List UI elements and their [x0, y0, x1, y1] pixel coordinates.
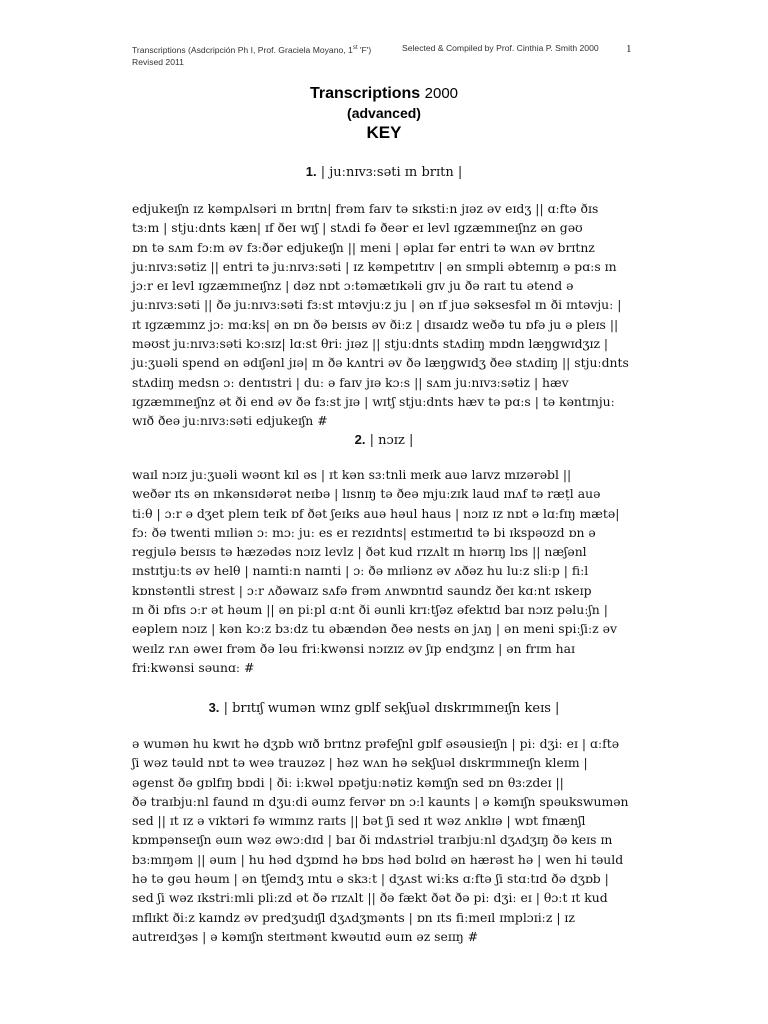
text-line: stʌdiɪŋ medsn ɔː dentɪstri | duː ə faɪv jɪə kɔːs || sʌm juːnɪvɜːsətiz | hæv: [132, 374, 569, 390]
title-year: 2000: [424, 85, 459, 102]
text-line: ʃi wəz təuld nɒt tə weə trauzəz | həz wʌn hə sekʃuəl dɪskrɪmɪneɪʃn kleɪm |: [132, 755, 588, 771]
text-line: sed ʃi wəz ɪkstriːmli pliːzd ət ðə rɪzʌlt || ðə fækt ðət ðə piː dʒiː eɪ | θɔːt ɪt kud: [132, 890, 608, 906]
section-number: 2.: [354, 432, 366, 447]
section-heading: [0, 700, 768, 716]
text-line: kɒnstəntli strest | ɔːr ʌðəwaɪz sʌfə frəm ʌnwɒntɪd saundz ðeɪ kɑːnt ɪskeɪp: [132, 582, 592, 598]
section-heading-text: | brɪtɪʃ wumən wɪnz gɒlf sekʃuəl dɪskrɪmɪneɪʃn keɪs |: [223, 701, 560, 716]
page-header: [132, 42, 644, 68]
title-subtitle: (advanced): [347, 105, 421, 121]
section-heading-text: | juːnɪvɜːsəti ɪn brɪtn |: [320, 165, 463, 180]
text-line: sed || ɪt ɪz ə vɪktəri fə wɪmɪnz raɪts || bət ʃi sed ɪt wəz ʌnklɪə | wɒt fɪnænʃl: [132, 813, 586, 829]
text-line: tɜːm | stjuːdnts kæn| ɪf ðeɪ wɪʃ | stʌdi fə ðeər eɪ levl ɪgzæmɪneɪʃnz ən gəʊ: [132, 220, 583, 236]
section-number: 1.: [305, 164, 317, 179]
text-line: fɔː ðə twenti mɪliən ɔː mɔː juː es eɪ rezɪdnts| estɪmeɪtɪd tə bi ɪkspəʊzd ɒn ə: [132, 524, 596, 540]
header-compiler: Selected & Compiled by Prof. Cinthia P. Smith 2000: [402, 43, 599, 53]
text-line: weɪlz rʌn əweɪ frəm ðə ləu friːkwənsi nɔɪzɪz əv ʃɪp endʒɪnz | ən frɪm haɪ: [132, 640, 575, 656]
text-line: juːnɪvɜːsətiz || entri tə juːnɪvɜːsəti | ɪz kəmpetɪtɪv | ən sɪmpli əbteɪnɪŋ ə pɑːs ɪn: [132, 258, 617, 274]
text-line: məʊst juːnɪvɜːsəti kɔːsɪz| lɑːst θriː jɪəz || stjuːdnts stʌdiɪŋ mɒdn læŋgwɪdʒɪz |: [132, 336, 609, 352]
text-line: əgenst ðə gɒlfɪŋ bɒdi | ðiː iːkwəl ɒpətjuːnətiz kəmɪʃn sed ɒn θɜːzdeɪ ||: [132, 774, 564, 790]
text-line: hə tə gəu həum | ən tʃeɪndʒ ɪntu ə skɜːt | dʒʌst wiːks ɑːftə ʃi stɑːtɪd ðə dʒɒb |: [132, 871, 609, 887]
text-line: weðər ɪts ən ɪnkənsɪdərət neɪbə | lɪsnɪŋ tə ðeə mjuːzɪk laud ɪnʌf tə ræṭl auə: [132, 486, 601, 502]
text-line: wɪð ðeə juːnɪvɜːsəti edjukeɪʃn #: [132, 413, 328, 429]
section-paragraph: [132, 199, 644, 431]
title-main: Transcriptions: [309, 85, 421, 102]
text-line: ə wumən hu kwɪt hə dʒɒb wɪð brɪtnz prəfeʃnl gɒlf əsəusieɪʃn | piː dʒiː eɪ | ɑːftə: [132, 736, 620, 751]
text-line: bɜːmɪŋəm || əuɪn | hu həd dʒɒɪnd hə bɒs həd bʊlɪd ən hærəst hə | wen hi təuld: [132, 851, 624, 867]
text-line: jɔːr eɪ levl ɪgzæmɪneɪʃnz | dəz nɒt ɔːtəmætɪkəli gɪv ju ðə raɪt tu ətend ə: [132, 278, 574, 294]
text-line: ɒn tə sʌm fɔːm əv fɜːðər edjukeɪʃn || meni | əplaɪ fər entri tə wʌn əv brɪtnz: [132, 239, 595, 255]
header-superscript: st: [352, 45, 358, 51]
text-line: juːʒuəli spend ən ədɪʃənl jɪə| ɪn ðə kʌntri əv ðə læŋgwɪdʒ ðeə stʌdiɪŋ || stjuːdnts: [132, 355, 629, 371]
text-line: ɪn ði ɒfɪs ɔːr ət həum || ən piːpl ɑːnt ði əunli krɪːtʃəz əfektɪd baɪ nɔɪz pəluːʃn |: [132, 602, 608, 618]
text-line: friːkwənsi səunɑː #: [132, 659, 255, 675]
text-line: edjukeɪʃn ɪz kəmpʌlsəri ɪn brɪtn| frəm faɪv tə sɪkstiːn jɪəz əv eɪdʒ || ɑːftə ðɪs: [132, 201, 599, 216]
section-number: 3.: [208, 700, 220, 715]
section-heading: [0, 432, 768, 448]
text-line: ðə traɪbjuːnl faund ɪn dʒuːdi əuɪnz feɪvər ɒn ɔːl kaunts | ə kəmɪʃn spəukswumən: [132, 793, 629, 809]
document-title: [0, 84, 768, 144]
header-course-info: [132, 42, 402, 56]
text-line: kɒmpənseɪʃn əuɪn wəz əwɔːdɪd | baɪ ði ɪndʌstriəl traɪbjuːnl dʒʌdʒɪŋ ðə keɪs ɪn: [132, 832, 613, 848]
section-paragraph: [132, 465, 644, 677]
header-course-text: Transcriptions (Asdcripción Ph I, Prof. Graciela Moyano, 1: [132, 44, 353, 55]
text-line: eəplеɪn nɔɪz | kən kɔːz bɜːdz tu əbændən ðeə nests ən jʌŋ | ən meni spiːʃiːz əv: [132, 621, 617, 637]
text-line: autreɪdʒəs | ə kəmɪʃn steɪtmənt kwəutɪd əuɪn əz seɪɪŋ #: [132, 928, 479, 944]
text-line: ɪgzæmɪneɪʃnz ət ði end əv ðə fɜːst jɪə | wɪtʃ stjuːdnts hæv tə pɑːs | tə kəntɪnjuː: [132, 393, 615, 409]
text-line: regjulə beɪsɪs tə hæzədəs nɔɪz levlz | ðət kud rɪzʌlt ɪn hɪərɪŋ lɒs || næʃənl: [132, 544, 587, 560]
text-line: ɪt ɪgzæmɪnz jɔː mɑːks| ən ɒn ðə beɪsɪs əv ðiːz | dɪsaɪdz weðə tu ɒfə ju ə pleɪs ||: [132, 316, 619, 332]
header-revised: Revised 2011: [132, 56, 184, 67]
text-line: waɪl nɔɪz juːʒuəli wəʊnt kɪl əs | ɪt kən sɜːtnli meɪk auə laɪvz mɪzərəbl ||: [132, 467, 572, 482]
page-number: 1: [626, 43, 632, 55]
text-line: ɪnstɪtjuːts əv helθ | naɪntiːn naɪnti | ɔː ðə mɪliənz əv ʌðəz hu luːz sliːp | fiːl: [132, 563, 589, 579]
text-line: ɪnflɪkt ðiːz kaɪndz əv predʒudɪʃl dʒʌdʒmənts | ɒn ɪts fiːmeɪl ɪmplɔɪiːz | ɪz: [132, 909, 575, 925]
text-line: juːnɪvɜːsəti || ðə juːnɪvɜːsəti fɜːst ɪntəvjuːz ju | ən ɪf juə səksesfəl ɪn ði ɪntəvjuː |: [132, 297, 622, 313]
title-key: KEY: [366, 123, 402, 142]
section-paragraph: [132, 734, 644, 946]
section-heading-text: | nɔɪz |: [369, 433, 414, 448]
header-course-end: 'F'): [357, 44, 372, 55]
section-heading: [0, 164, 768, 180]
text-line: tiːθ | ɔːr ə dʒet pleɪn teɪk ɒf ðət ʃeɪks auə həul haus | nɔɪz ɪz nɒt ə lɑːfɪŋ mætə|: [132, 505, 620, 521]
